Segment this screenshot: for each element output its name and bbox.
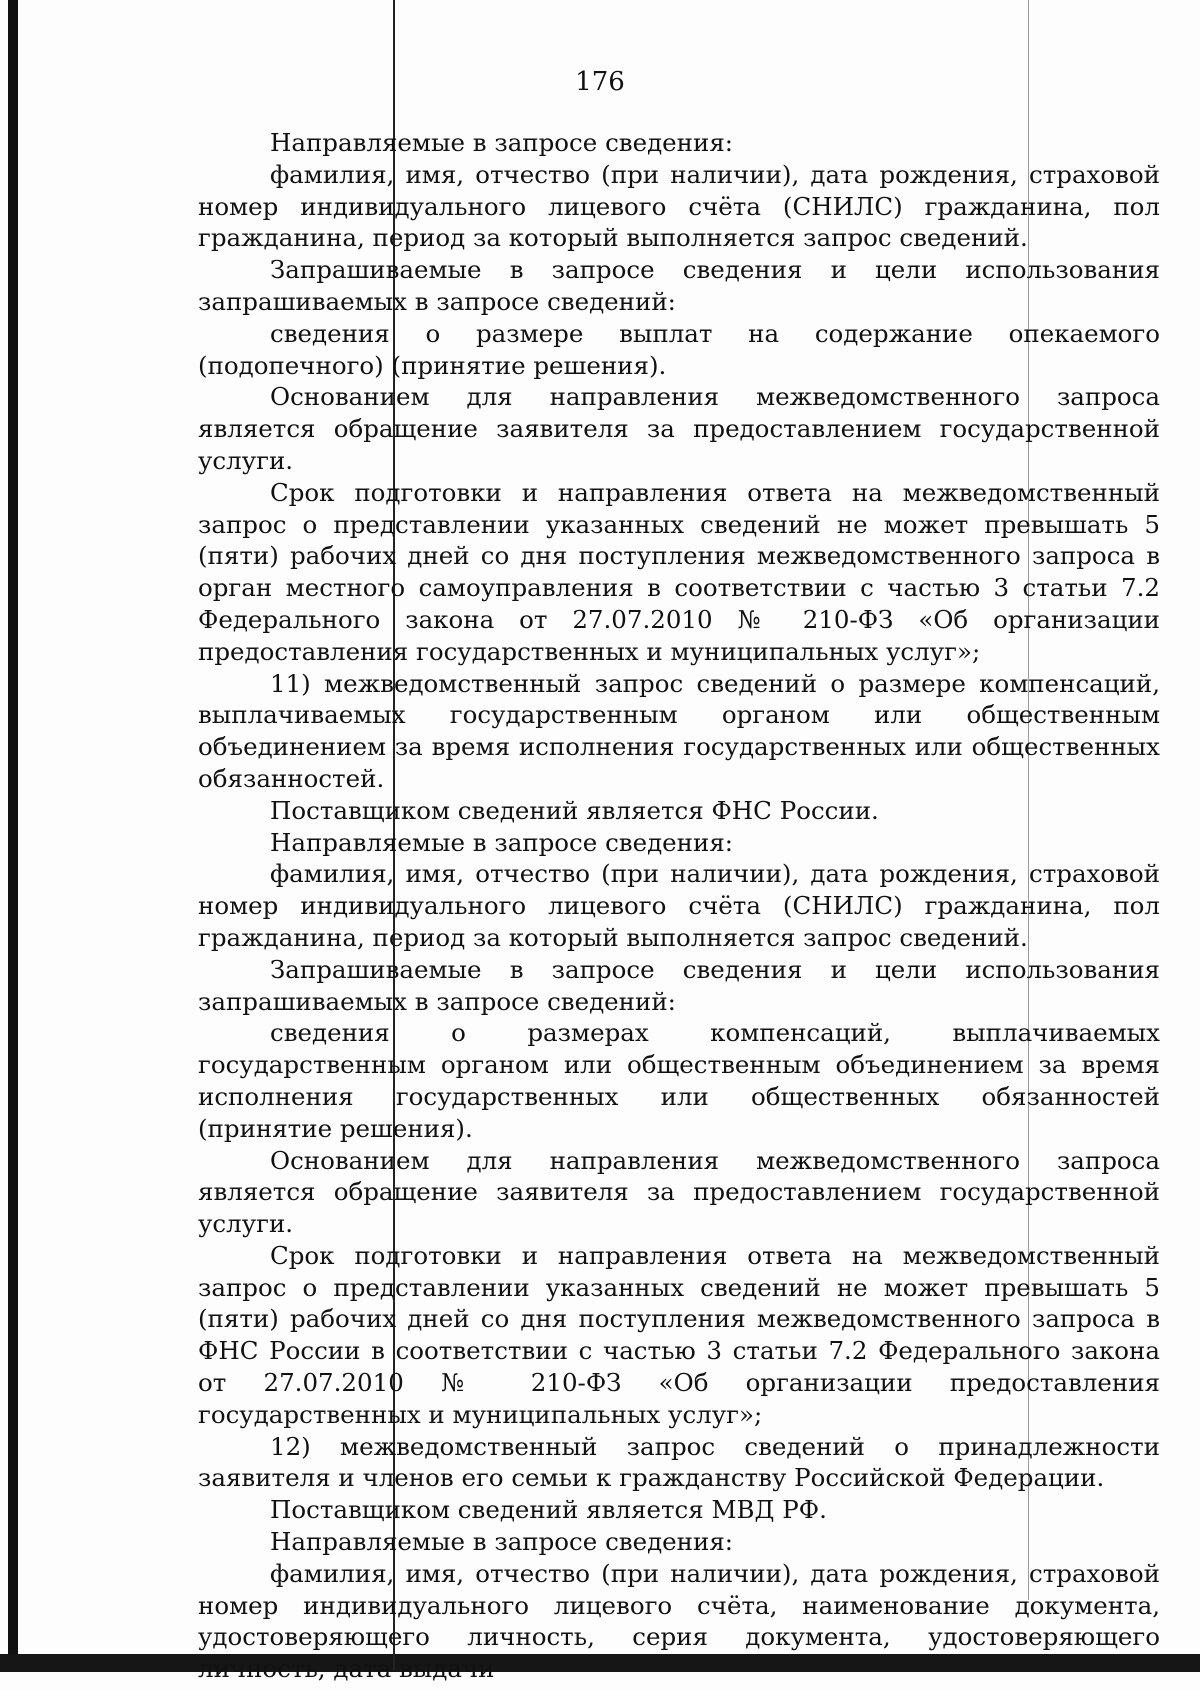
paragraph: фамилия, имя, отчество (при наличии), дата рождения, страховой номер индивидуального лицевого счёта (СНИЛС) гражданина, пол гражданина, период за который выполняется запрос сведений. — [198, 159, 1160, 253]
paragraph: сведения о размерах компенсаций, выплачиваемых государственным органом или общественным объединением за время исполнения государственных или общественных обязанностей (принятие решения). — [198, 1018, 1160, 1143]
paragraph: Срок подготовки и направления ответа на межведомственный запрос о представлении указанных сведений не может превышать 5 (пяти) рабочих дней со дня поступления межведомственного запроса в орган местного самоуправления в соответствии с частью 3 статьи 7.2 Федерального закона от 27.07.2010 № 210-ФЗ «Об организации предоставления государственных и муниципальных услуг»; — [198, 477, 1160, 666]
list-item-11: 11) межведомственный запрос сведений о размере компенсаций, выплачиваемых государственным органом или общественным объединением за время исполнения государственных или общественных обязанностей. — [198, 668, 1160, 793]
paragraph: Срок подготовки и направления ответа на межведомственный запрос о представлении указанных сведений не может превышать 5 (пяти) рабочих дней со дня поступления межведомственного запроса в ФНС России в соответствии с частью 3 статьи 7.2 Федерального закона от 27.07.2010 № 210-ФЗ «Об организации предоставления государственных и муниципальных услуг»; — [198, 1240, 1160, 1429]
paragraph: Поставщиком сведений является ФНС России. — [270, 795, 879, 825]
paragraph: сведения о размере выплат на содержание опекаемого (подопечного) (принятие решения). — [198, 318, 1160, 380]
paragraph: Поставщиком сведений является МВД РФ. — [270, 1495, 827, 1525]
paragraph: Направляемые в запросе сведения: — [270, 1527, 734, 1557]
paragraph: Запрашиваемые в запросе сведения и цели использования запрашиваемых в запросе сведений: — [198, 255, 1160, 316]
paragraph: фамилия, имя, отчество (при наличии), дата рождения, страховой номер индивидуального лицевого счёта (СНИЛС) гражданина, пол гражданина, период за который выполняется запрос сведений. — [198, 859, 1160, 952]
page-number: 176 — [575, 67, 625, 97]
paragraph: Основанием для направления межведомственного запроса является обращение заявителя за предоставлением государственной услуги. — [198, 382, 1160, 475]
scan-left-border — [8, 0, 18, 1660]
paragraph: Направляемые в запросе сведения: — [270, 128, 734, 157]
paragraph: Направляемые в запросе сведения: — [270, 827, 734, 857]
paragraph: фамилия, имя, отчество (при наличии), дата рождения, страховой номер индивидуального лицевого счёта, наименование документа, удостоверяющего личность, серия документа, удостоверяющего личность, дата выдачи — [198, 1558, 1160, 1684]
list-item-12: 12) межведомственный запрос сведений о принадлежности заявителя и членов его семьи к гражданству Российской Федерации. — [198, 1431, 1160, 1493]
paragraph: Основанием для направления межведомственного запроса является обращение заявителя за предоставлением государственной услуги. — [198, 1145, 1160, 1239]
document-body — [198, 127, 1160, 1685]
paragraph: Запрашиваемые в запросе сведения и цели использования запрашиваемых в запросе сведений: — [198, 954, 1160, 1016]
